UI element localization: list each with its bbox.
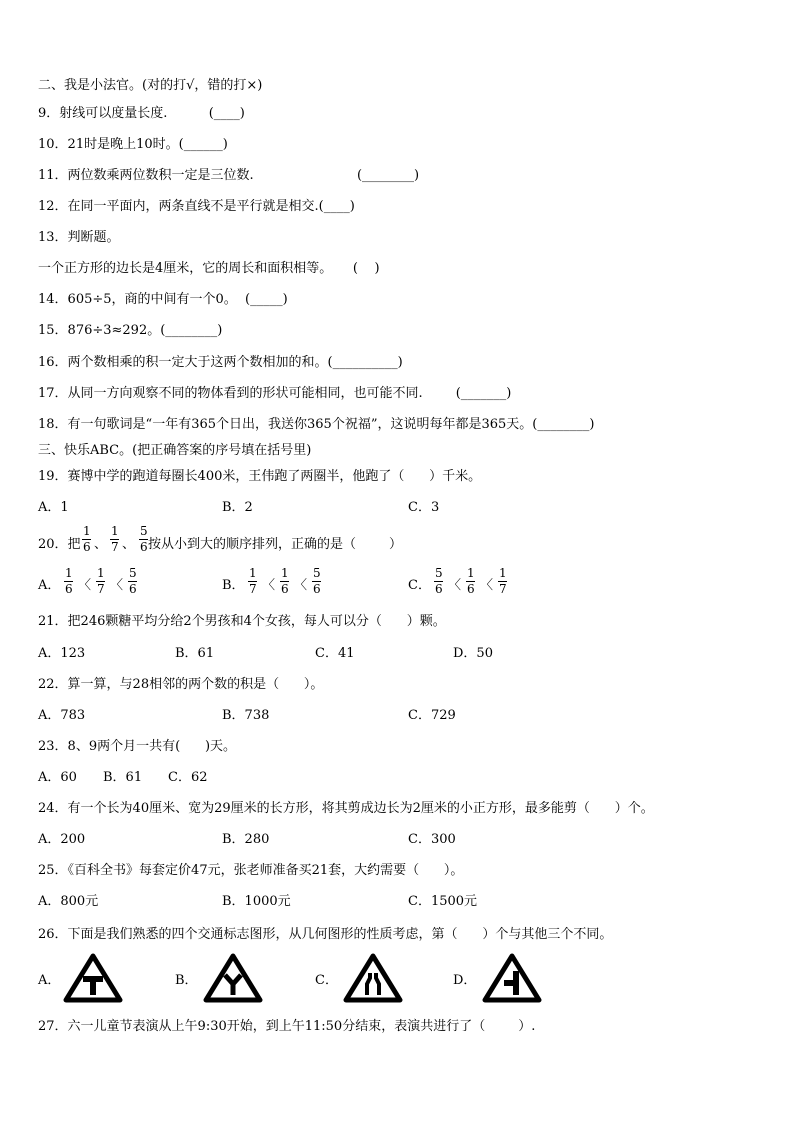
- question-13: 13．判断题。: [38, 230, 120, 245]
- q26-option-b: B．: [175, 973, 198, 988]
- q20-option-fraction: 5 6: [313, 566, 321, 596]
- q20-stem-fraction: 1 7: [111, 524, 119, 554]
- question-16: 16．两个数相乘的积一定大于这两个数相加的和。(__________): [38, 355, 403, 370]
- question-27: 27．六一儿童节表演从上午9:30开始，到上午11:50分结束，表演共进行了（ ）.: [38, 1019, 536, 1034]
- question-10: 10．21时是晚上10时。(______): [38, 137, 228, 152]
- question-25: 25．《百科全书》每套定价47元，张老师准备买21套，大约需要（ ）。: [38, 863, 464, 878]
- q21-option-a: A．123: [38, 646, 86, 661]
- q20-option-fraction: 5 6: [129, 566, 137, 596]
- q24-option-a: A．200: [38, 832, 86, 847]
- q23-option-a: A．60: [38, 770, 77, 785]
- question-20-suffix: 按从小到大的顺序排列，正确的是（ ）: [148, 537, 403, 552]
- q20-less-than: 〈: [480, 578, 494, 593]
- q26-option-a: A．: [38, 973, 61, 988]
- q20-option-fraction: 5 6: [435, 566, 443, 596]
- question-9: 9．射线可以度量长度. (____): [38, 106, 245, 121]
- q20-option-fraction: 1 6: [467, 566, 475, 596]
- q20-stem-fraction: 1 6: [83, 524, 91, 554]
- narrow-road-sign-icon: [343, 953, 403, 1003]
- question-23: 23．8、9两个月一共有( )天。: [38, 739, 237, 754]
- question-21: 21．把246颗糖平均分给2个男孩和4个女孩，每人可以分（ ）颗。: [38, 614, 446, 629]
- q22-option-c: C．729: [408, 708, 456, 723]
- q22-option-a: A．783: [38, 708, 86, 723]
- q20-option-b: B．: [222, 578, 245, 593]
- t-junction-sign-icon: [63, 953, 123, 1003]
- y-junction-sign-icon: [203, 953, 263, 1003]
- question-13-statement: 一个正方形的边长是4厘米，它的周长和面积相等。 ( ): [38, 261, 380, 276]
- q19-option-b: B．2: [222, 500, 253, 515]
- q26-option-d: D．: [453, 973, 477, 988]
- q25-option-a: A．800元: [38, 894, 99, 909]
- q24-option-c: C．300: [408, 832, 456, 847]
- question-19: 19．赛博中学的跑道每圈长400米，王伟跑了两圈半，他跑了（ ）千米。: [38, 469, 482, 484]
- q20-less-than: 〈: [294, 578, 308, 593]
- q24-option-b: B．280: [222, 832, 270, 847]
- q20-comma: 、: [94, 537, 108, 552]
- q23-option-c: C．62: [168, 770, 208, 785]
- question-26: 26．下面是我们熟悉的四个交通标志图形，从几何图形的性质考虑，第（ ）个与其他三个不同。: [38, 927, 613, 942]
- question-11: 11．两位数乘两位数积一定是三位数. (________): [38, 168, 420, 183]
- section-3-heading: 三、快乐ABC。(把正确答案的序号填在括号里): [38, 443, 312, 458]
- q25-option-b: B．1000元: [222, 894, 291, 909]
- q20-comma: 、: [122, 537, 136, 552]
- q20-option-fraction: 1 6: [65, 566, 73, 596]
- q23-option-b: B．61: [103, 770, 143, 785]
- q20-option-c: C．: [408, 578, 431, 593]
- question-22: 22．算一算，与28相邻的两个数的积是（ ）。: [38, 677, 324, 692]
- q20-option-fraction: 1 7: [249, 566, 257, 596]
- q20-less-than: 〈: [110, 578, 124, 593]
- q20-option-a: A．: [38, 578, 61, 593]
- q19-option-c: C．3: [408, 500, 440, 515]
- q22-option-b: B．738: [222, 708, 270, 723]
- q25-option-c: C．1500元: [408, 894, 478, 909]
- q21-option-c: C．41: [315, 646, 355, 661]
- q26-option-c: C．: [315, 973, 338, 988]
- question-15: 15．876÷3≈292。(________): [38, 323, 223, 338]
- q20-less-than: 〈: [78, 578, 92, 593]
- question-17: 17．从同一方向观察不同的物体看到的形状可能相同，也可能不同. (_______): [38, 386, 512, 401]
- q21-option-d: D．50: [453, 646, 493, 661]
- side-road-sign-icon: [482, 953, 542, 1003]
- q19-option-a: A．1: [38, 500, 69, 515]
- q20-less-than: 〈: [262, 578, 276, 593]
- q20-stem-fraction: 5 6: [140, 524, 148, 554]
- question-18: 18．有一句歌词是“一年有365个日出，我送你365个祝福”，这说明每年都是365天。(________): [38, 417, 595, 432]
- question-20-prefix: 20．把: [38, 537, 81, 552]
- question-24: 24．有一个长为40厘米、宽为29厘米的长方形，将其剪成边长为2厘米的小正方形，最多能剪（ ）个。: [38, 801, 654, 816]
- question-14: 14．605÷5，商的中间有一个0。 (_____): [38, 292, 288, 307]
- q20-less-than: 〈: [448, 578, 462, 593]
- q20-option-fraction: 1 7: [97, 566, 105, 596]
- q21-option-b: B．61: [175, 646, 215, 661]
- section-2-heading: 二、我是小法官。(对的打√，错的打×): [38, 78, 263, 93]
- question-12: 12．在同一平面内，两条直线不是平行就是相交.(____): [38, 199, 355, 214]
- q20-option-fraction: 1 6: [281, 566, 289, 596]
- q20-option-fraction: 1 7: [499, 566, 507, 596]
